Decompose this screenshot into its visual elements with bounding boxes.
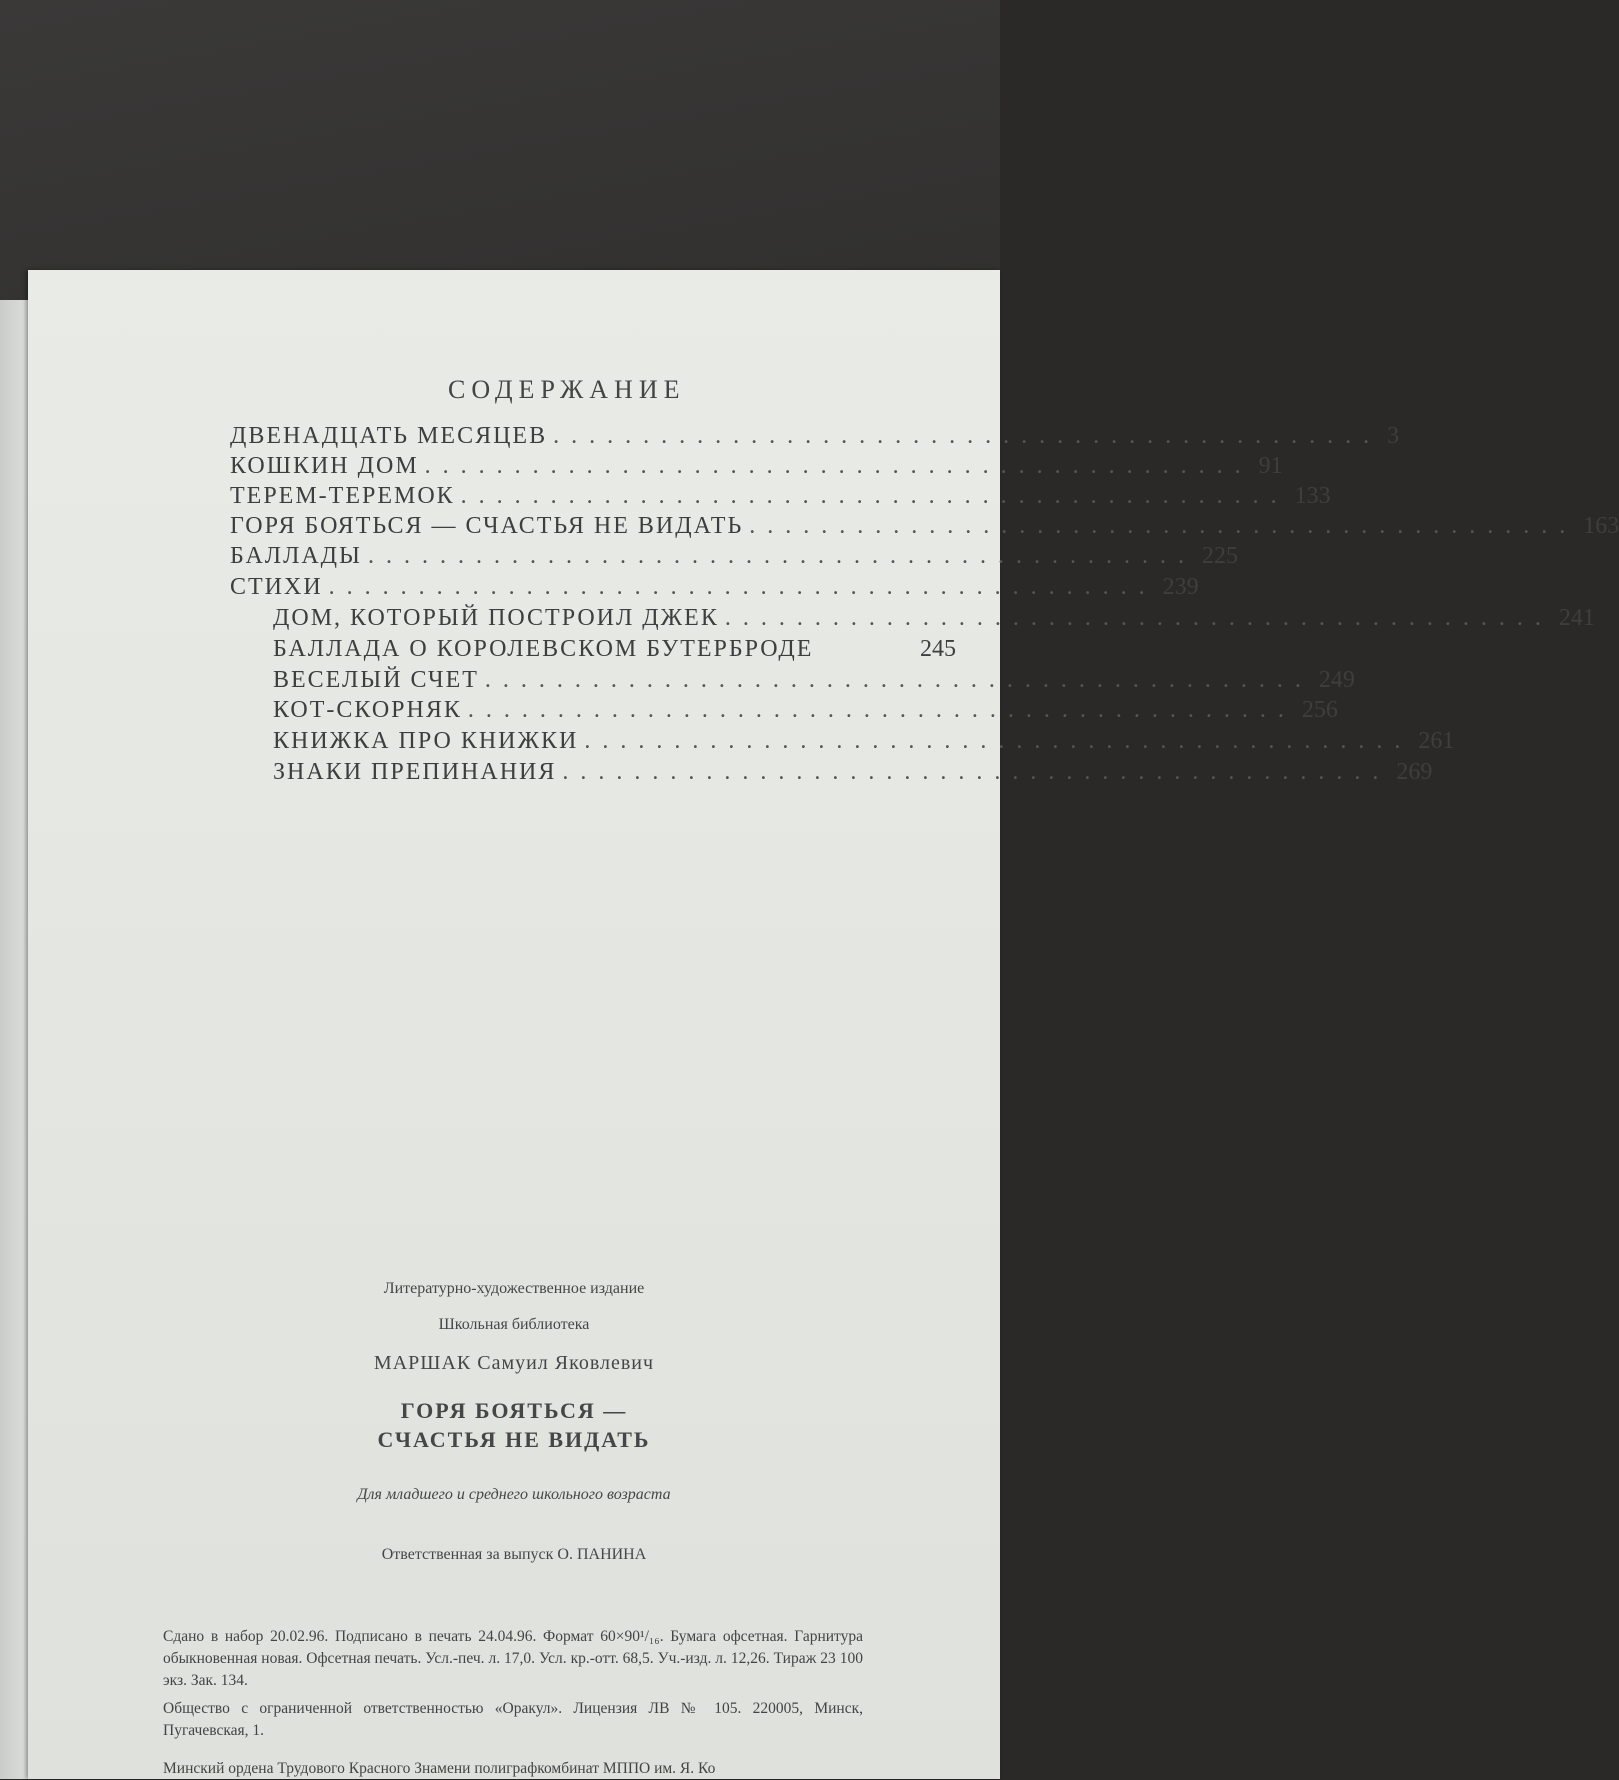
toc-entry-title: ТЕРЕМ-ТЕРЕМОК xyxy=(230,483,455,509)
toc-dot-leader: .............................................. xyxy=(367,543,1196,569)
toc-dot-leader: .............................................. xyxy=(553,423,1382,449)
toc-entry-title: ДОМ, КОТОРЫЙ ПОСТРОИЛ ДЖЕК xyxy=(273,605,719,631)
book-page xyxy=(28,270,1619,1779)
toc-dot-leader: .............................................. xyxy=(749,513,1578,539)
toc-dot-leader: .............................................. xyxy=(424,453,1253,479)
toc-dot-leader: .............................................. xyxy=(562,759,1391,785)
toc-entry-title: СТИХИ xyxy=(230,574,323,600)
toc-dot-leader: .............................................. xyxy=(460,483,1289,509)
toc-entry-title: ЗНАКИ ПРЕПИНАНИЯ xyxy=(273,759,557,785)
series-name: Школьная библиотека xyxy=(438,1316,590,1333)
toc-dot-leader: .............................................. xyxy=(328,574,1157,600)
toc-entry-page: 225 xyxy=(1201,543,1238,569)
responsible-editor: Ответственная за выпуск О. ПАНИНА xyxy=(381,1546,647,1563)
toc-entry-title: БАЛЛАДА О КОРОЛЕВСКОМ БУТЕРБРОДЕ xyxy=(273,636,814,662)
printer-info: Минский ордена Трудового Красного Знамени полиграфкомбинат МППО им. Я. Ко xyxy=(163,1760,716,1777)
target-audience: Для младшего и среднего школьного возраста xyxy=(357,1486,671,1503)
toc-entry-page: 163 xyxy=(1583,513,1619,539)
toc-entry-title: ДВЕНАДЦАТЬ МЕСЯЦЕВ xyxy=(230,423,548,449)
toc-entry-page: 245 xyxy=(920,636,956,662)
toc-entry-page: 261 xyxy=(1418,728,1455,754)
toc-dot-leader: .............................................. xyxy=(724,605,1553,631)
toc-entry-title: КОШКИН ДОМ xyxy=(230,453,419,479)
toc-entry-page: 256 xyxy=(1301,697,1338,723)
imprint-block xyxy=(28,270,1000,1779)
author-name: МАРШАК Самуил Яковлевич xyxy=(373,1352,655,1374)
toc-entry-page: 249 xyxy=(1318,667,1355,693)
toc-entry-page: 241 xyxy=(1558,605,1595,631)
toc-dot-leader: .............................................. xyxy=(467,697,1296,723)
toc-entry-page: 239 xyxy=(1162,574,1199,600)
toc-entry-title: ВЕСЕЛЫЙ СЧЕТ xyxy=(273,667,479,693)
toc-entry-title: КНИЖКА ПРО КНИЖКИ xyxy=(273,728,579,754)
toc-entry-page: 133 xyxy=(1294,483,1331,509)
publisher-info: Общество с ограниченной ответственностью «Оракул». Лицензия ЛВ № 105. 220005, Минск, Пугачевская, 1. xyxy=(163,1700,863,1739)
book-title-line-1: ГОРЯ БОЯТЬСЯ — xyxy=(400,1398,628,1423)
edition-type: Литературно-художественное издание xyxy=(383,1280,645,1297)
toc-entry-title: БАЛЛАДЫ xyxy=(230,543,362,569)
book-title-line-2: СЧАСТЬЯ НЕ ВИДАТЬ xyxy=(377,1427,651,1452)
toc-heading: СОДЕРЖАНИЕ xyxy=(448,375,686,404)
toc-entry-title: КОТ-СКОРНЯК xyxy=(273,697,462,723)
toc-entry-page: 3 xyxy=(1387,423,1400,449)
print-details: Сдано в набор 20.02.96. Подписано в печать 24.04.96. Формат 60×90¹/₁₆. Бумага офсетная. Гарнитура обыкновенная новая. Офсетная печать. Усл.-печ. л. 17,0. Усл. кр.-отт. 68,5. Уч.-изд. л. 12,26. Тираж 23 100 экз. Зак. 134. xyxy=(163,1628,863,1689)
toc-entry-title: ГОРЯ БОЯТЬСЯ — СЧАСТЬЯ НЕ ВИДАТЬ xyxy=(230,513,744,539)
toc-dot-leader: .............................................. xyxy=(484,667,1313,693)
toc-dot-leader: .............................................. xyxy=(584,728,1413,754)
toc-entry-page: 269 xyxy=(1396,759,1433,785)
toc-entry-page: 91 xyxy=(1258,453,1283,479)
